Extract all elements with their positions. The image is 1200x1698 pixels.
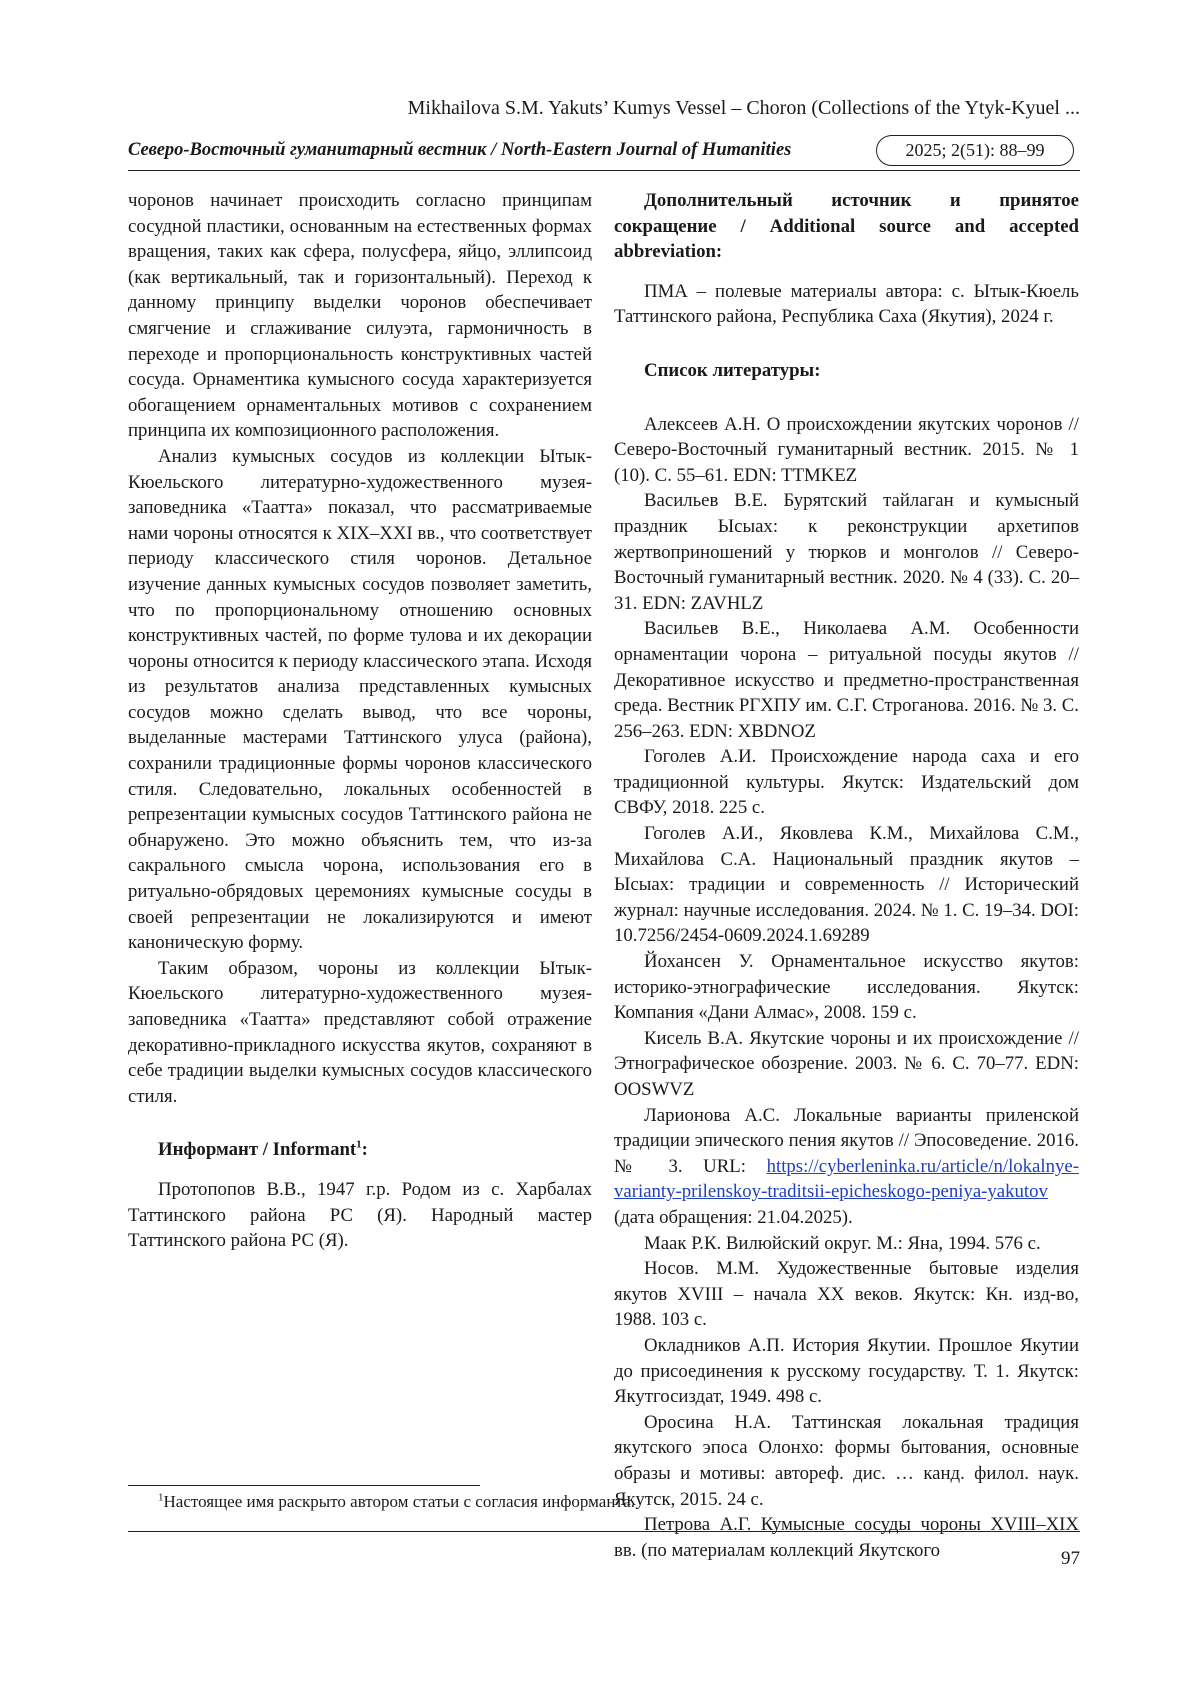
reference-access-date: (дата обращения: 21.04.2025). <box>614 1206 853 1228</box>
reference-item: Носов. М.М. Художественные бытовые изделия якутов XVIII – начала XX веков. Якутск: Кн. изд-во, 1988. 103 с. <box>614 1258 1079 1331</box>
footer-rule <box>128 1531 1080 1532</box>
reference-text: Ларионова А.С. Локальные варианты приленской традиции эпического пения якутов // Эпосоведение. 2016. № 3. URL: <box>614 1104 1079 1177</box>
reference-item: Кисель В.А. Якутские чороны и их происхождение // Этнографическое обозрение. 2003. № 6. С. 70–77. EDN: OOSWVZ <box>614 1027 1079 1100</box>
footnote-ref[interactable]: 1 <box>356 1139 362 1152</box>
reference-item: Гоголев А.И., Яковлева К.М., Михайлова С.М., Михайлова С.А. Национальный праздник якутов – Ысыах: традиции и современность // Исторический журнал: научные исследования. 2024. № 1. С. 19–34. DOI: 10.7256/2454-0609.2024.1.69289 <box>614 823 1079 947</box>
reference-item: Йохансен У. Орнаментальное искусство якутов: историко-этнографические исследования. Якутск: Компания «Дани Алмас», 2008. 159 с. <box>614 951 1079 1024</box>
left-column <box>128 188 592 1254</box>
spacer <box>614 265 1079 279</box>
page-number: 97 <box>1061 1548 1080 1569</box>
abbreviation-heading: Дополнительный источник и принятое сокращение / Additional source and accepted abbreviation: <box>614 190 1079 263</box>
body-paragraph: чоронов начинает происходить согласно принципам сосудной пластики, основанным на естественных формах вращения, таких как сфера, полусфера, яйцо, эллипсоид (как вертикальный, так и горизонтальный). Переход к данному принципу выделки чоронов обеспечивает смягчение и сглаживание силуэта, гармоничность в переходе и пропорциональность конструктивных частей сосуда. Орнаментика кумысного сосуда характеризуется обогащением орнаментальных мотивов с сохранением принципа их композиционного расположения. <box>128 190 592 442</box>
reference-item: Гоголев А.И. Происхождение народа саха и его традиционной культуры. Якутск: Издательский дом СВФУ, 2018. 225 с. <box>614 746 1079 819</box>
body-paragraph: Таким образом, чороны из коллекции Ытык-Кюельского литературно-художественного музея-заповедника «Таатта» представляют собой отражение декоративно-прикладного искусства якутов, сохраняют в себе традиции выделки кумысных сосудов классического стиля. <box>128 957 592 1107</box>
reference-item: Оросина Н.А. Таттинская локальная традиция якутского эпоса Олонхо: формы бытования, основные образы и мотивы: автореф. дис. … канд. филол. наук. Якутск, 2015. 24 с. <box>614 1411 1079 1510</box>
reference-item: Васильев В.Е. Бурятский тайлаган и кумысный праздник Ысыах: к реконструкции архетипов жертвоприношений у тюрков и монголов // Северо-Восточный гуманитарный вестник. 2020. № 4 (33). С. 20–31. EDN: ZAVHLZ <box>614 490 1079 614</box>
reference-item: Васильев В.Е., Николаева А.М. Особенности орнаментации чорона – ритуальной посуды якутов // Декоративное искусство и предметно-пространственная среда. Вестник РГХПУ им. С.Г. Строганова. 2016. № 3. С. 256–263. EDN: XBDNOZ <box>614 618 1079 742</box>
footnote-text: Настоящее имя раскрыто автором статьи с согласия информанта. <box>163 1492 635 1511</box>
running-title: Mikhailova S.M. Yakuts’ Kumys Vessel – Choron (Collections of the Ytyk-Kyuel ... <box>407 97 1080 119</box>
footnote-mark: 1 <box>158 1491 164 1504</box>
right-column <box>614 188 1079 1563</box>
footnote <box>158 1491 635 1513</box>
header-rule <box>128 170 1080 171</box>
informant-text: Протопопов В.В., 1947 г.р. Родом из с. Харбалах Таттинского района РС (Я). Народный мастер Таттинского района РС (Я). <box>128 1178 592 1252</box>
footnote-rule <box>128 1485 480 1486</box>
reference-item: Маак Р.К. Вилюйский округ. М.: Яна, 1994. 576 с. <box>644 1232 1041 1254</box>
body-paragraph: Анализ кумысных сосудов из коллекции Ытык-Кюельского литературно-художественного музея-заповедника «Таатта» показал, что рассматриваемые нами чороны относятся к XIX–XXI вв., что соответствует периоду классического стиля чоронов. Детальное изучение данных кумысных сосудов позволяет заметить, что по пропорциональному отношению основных конструктивных частей, по форме тулова и их декорации чороны относится к периоду классического этапа. Исходя из результатов анализа представленных кумысных сосудов можно сделать вывод, что все чороны, выделанные мастерами Таттинского улуса (района), сохранили традиционные формы чоронов классического стиля. Следовательно, локальных особенностей в репрезентации кумысных сосудов Таттинского района не обнаружено. Это можно объяснить тем, что из-за сакрального смысла чорона, использования его в ритуально-обрядовых церемониях кумысные сосуды в своей репрезентации не локализируются и имеют каноническую форму. <box>128 445 592 954</box>
reference-item: Алексеев А.Н. О происхождении якутских чоронов // Северо-Восточный гуманитарный вестник. 2015. № 1 (10). С. 55–61. EDN: TTMKEZ <box>614 413 1079 486</box>
informant-heading-text: Информант / Informant <box>158 1139 357 1161</box>
reference-item-with-link <box>614 1103 1079 1231</box>
spacer <box>614 384 1079 412</box>
informant-heading <box>128 1137 592 1163</box>
abbreviation-text: ПМА – полевые материалы автора: с. Ытык-Кюель Таттинского района, Республика Саха (Якутия), 2024 г. <box>614 280 1079 328</box>
issue-badge: 2025; 2(51): 88–99 <box>876 135 1074 166</box>
reference-item: Петрова А.Г. Кумысные сосуды чороны XVIII–XIX вв. (по материалам коллекций Якутского <box>614 1514 1079 1561</box>
spacer <box>128 1109 592 1137</box>
spacer <box>128 1163 592 1177</box>
reference-url-link[interactable]: https://cyberleninka.ru/article/n/lokalnye-varianty-prilenskoy-traditsii-epicheskogo-peniya-yakutov <box>614 1155 1079 1203</box>
informant-heading-colon: : <box>361 1139 368 1161</box>
spacer <box>614 330 1079 358</box>
references-heading: Список литературы: <box>644 359 821 381</box>
journal-name: Северо-Восточный гуманитарный вестник / North-Eastern Journal of Humanities <box>128 140 792 160</box>
reference-item: Окладников А.П. История Якутии. Прошлое Якутии до присоединения к русскому государству. Т. 1. Якутск: Якутгосиздат, 1949. 498 с. <box>614 1334 1079 1408</box>
